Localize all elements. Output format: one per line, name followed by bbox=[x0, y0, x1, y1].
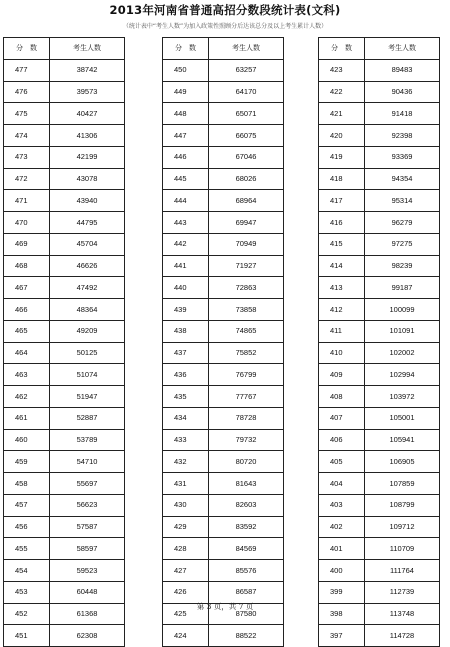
score-cell: 449 bbox=[163, 81, 209, 103]
score-cell: 432 bbox=[163, 451, 209, 473]
table-row bbox=[319, 168, 440, 190]
table-row bbox=[319, 386, 440, 408]
table-row bbox=[319, 212, 440, 234]
count-cell: 57587 bbox=[50, 516, 125, 538]
table-row bbox=[163, 255, 284, 277]
score-cell: 434 bbox=[163, 407, 209, 429]
table-row bbox=[4, 320, 125, 342]
count-cell: 88522 bbox=[209, 625, 284, 647]
table-row bbox=[163, 190, 284, 212]
score-cell: 426 bbox=[163, 581, 209, 603]
score-cell: 451 bbox=[4, 625, 50, 647]
table-row bbox=[4, 560, 125, 582]
score-cell: 429 bbox=[163, 516, 209, 538]
count-cell: 38742 bbox=[50, 59, 125, 81]
count-cell: 93369 bbox=[365, 146, 440, 168]
score-cell: 397 bbox=[319, 625, 365, 647]
table-row bbox=[163, 386, 284, 408]
table-row bbox=[319, 429, 440, 451]
count-cell: 73858 bbox=[209, 299, 284, 321]
score-cell: 462 bbox=[4, 386, 50, 408]
score-cell: 422 bbox=[319, 81, 365, 103]
score-cell: 437 bbox=[163, 342, 209, 364]
count-cell: 82603 bbox=[209, 494, 284, 516]
score-cell: 454 bbox=[4, 560, 50, 582]
table-row bbox=[163, 429, 284, 451]
score-cell: 411 bbox=[319, 320, 365, 342]
score-cell: 470 bbox=[4, 212, 50, 234]
score-cell: 416 bbox=[319, 212, 365, 234]
score-cell: 439 bbox=[163, 299, 209, 321]
count-cell: 79732 bbox=[209, 429, 284, 451]
table-row bbox=[319, 451, 440, 473]
count-cell: 72863 bbox=[209, 277, 284, 299]
score-cell: 435 bbox=[163, 386, 209, 408]
count-cell: 68964 bbox=[209, 190, 284, 212]
count-cell: 102994 bbox=[365, 364, 440, 386]
table-row bbox=[319, 494, 440, 516]
table-row bbox=[4, 473, 125, 495]
table-row bbox=[163, 560, 284, 582]
count-cell: 46626 bbox=[50, 255, 125, 277]
table-row bbox=[163, 407, 284, 429]
score-cell: 406 bbox=[319, 429, 365, 451]
count-cell: 49209 bbox=[50, 320, 125, 342]
score-cell: 420 bbox=[319, 125, 365, 147]
score-cell: 415 bbox=[319, 233, 365, 255]
table-row bbox=[163, 538, 284, 560]
table-row bbox=[319, 103, 440, 125]
score-cell: 410 bbox=[319, 342, 365, 364]
count-cell: 67046 bbox=[209, 146, 284, 168]
table-row bbox=[4, 299, 125, 321]
count-cell: 60448 bbox=[50, 581, 125, 603]
count-cell: 51947 bbox=[50, 386, 125, 408]
score-cell: 407 bbox=[319, 407, 365, 429]
count-cell: 70949 bbox=[209, 233, 284, 255]
count-cell: 42199 bbox=[50, 146, 125, 168]
table-row bbox=[163, 494, 284, 516]
table-row bbox=[319, 342, 440, 364]
count-cell: 71927 bbox=[209, 255, 284, 277]
score-cell: 444 bbox=[163, 190, 209, 212]
score-cell: 430 bbox=[163, 494, 209, 516]
table-row bbox=[163, 320, 284, 342]
count-cell: 105941 bbox=[365, 429, 440, 451]
score-cell: 423 bbox=[319, 59, 365, 81]
score-cell: 402 bbox=[319, 516, 365, 538]
score-table-1 bbox=[3, 37, 125, 647]
table-row bbox=[319, 364, 440, 386]
score-cell: 471 bbox=[4, 190, 50, 212]
table-row bbox=[4, 342, 125, 364]
count-cell: 94354 bbox=[365, 168, 440, 190]
count-cell: 77767 bbox=[209, 386, 284, 408]
score-cell: 436 bbox=[163, 364, 209, 386]
count-cell: 86587 bbox=[209, 581, 284, 603]
score-cell: 463 bbox=[4, 364, 50, 386]
document-subtitle: （统计表中“考生人数”为加入政策性照顾分后达该总分及以上考生累计人数） bbox=[122, 23, 328, 30]
score-cell: 459 bbox=[4, 451, 50, 473]
table-row bbox=[4, 451, 125, 473]
score-cell: 469 bbox=[4, 233, 50, 255]
count-cell: 99187 bbox=[365, 277, 440, 299]
score-cell: 466 bbox=[4, 299, 50, 321]
count-cell: 75852 bbox=[209, 342, 284, 364]
score-cell: 414 bbox=[319, 255, 365, 277]
table-row bbox=[319, 81, 440, 103]
score-cell: 473 bbox=[4, 146, 50, 168]
count-cell: 102002 bbox=[365, 342, 440, 364]
count-cell: 64170 bbox=[209, 81, 284, 103]
table-row bbox=[163, 451, 284, 473]
count-cell: 47492 bbox=[50, 277, 125, 299]
count-cell: 45704 bbox=[50, 233, 125, 255]
count-cell: 52887 bbox=[50, 407, 125, 429]
table-row bbox=[163, 233, 284, 255]
score-column-header: 分 数 bbox=[163, 38, 209, 60]
score-cell: 398 bbox=[319, 603, 365, 625]
score-cell: 408 bbox=[319, 386, 365, 408]
score-cell: 445 bbox=[163, 168, 209, 190]
table-row bbox=[319, 560, 440, 582]
table-row bbox=[163, 364, 284, 386]
table-row bbox=[4, 277, 125, 299]
count-cell: 51074 bbox=[50, 364, 125, 386]
score-cell: 458 bbox=[4, 473, 50, 495]
score-cell: 453 bbox=[4, 581, 50, 603]
table-row bbox=[4, 212, 125, 234]
count-cell: 63257 bbox=[209, 59, 284, 81]
table-row bbox=[163, 625, 284, 647]
score-cell: 419 bbox=[319, 146, 365, 168]
table-row bbox=[319, 320, 440, 342]
count-column-header: 考生人数 bbox=[365, 38, 440, 60]
table-row bbox=[4, 364, 125, 386]
count-cell: 103972 bbox=[365, 386, 440, 408]
score-column-header: 分 数 bbox=[319, 38, 365, 60]
score-cell: 409 bbox=[319, 364, 365, 386]
count-cell: 44795 bbox=[50, 212, 125, 234]
score-cell: 413 bbox=[319, 277, 365, 299]
count-cell: 59523 bbox=[50, 560, 125, 582]
document-title: 2013年河南省普通高招分数段统计表(文科) bbox=[109, 3, 341, 17]
count-cell: 54710 bbox=[50, 451, 125, 473]
score-cell: 427 bbox=[163, 560, 209, 582]
score-cell: 450 bbox=[163, 59, 209, 81]
count-cell: 78728 bbox=[209, 407, 284, 429]
count-cell: 55697 bbox=[50, 473, 125, 495]
score-cell: 404 bbox=[319, 473, 365, 495]
count-cell: 107859 bbox=[365, 473, 440, 495]
score-cell: 448 bbox=[163, 103, 209, 125]
count-column-header: 考生人数 bbox=[209, 38, 284, 60]
count-cell: 97275 bbox=[365, 233, 440, 255]
count-cell: 83592 bbox=[209, 516, 284, 538]
table-row bbox=[4, 538, 125, 560]
count-cell: 66075 bbox=[209, 125, 284, 147]
score-cell: 455 bbox=[4, 538, 50, 560]
count-cell: 58597 bbox=[50, 538, 125, 560]
count-cell: 109712 bbox=[365, 516, 440, 538]
count-cell: 85576 bbox=[209, 560, 284, 582]
score-cell: 474 bbox=[4, 125, 50, 147]
table-row bbox=[4, 386, 125, 408]
score-cell: 465 bbox=[4, 320, 50, 342]
score-cell: 399 bbox=[319, 581, 365, 603]
score-cell: 468 bbox=[4, 255, 50, 277]
table-row bbox=[319, 625, 440, 647]
count-cell: 112739 bbox=[365, 581, 440, 603]
count-cell: 90436 bbox=[365, 81, 440, 103]
score-cell: 421 bbox=[319, 103, 365, 125]
table-row bbox=[319, 146, 440, 168]
score-cell: 476 bbox=[4, 81, 50, 103]
count-cell: 89483 bbox=[365, 59, 440, 81]
count-cell: 111764 bbox=[365, 560, 440, 582]
table-row bbox=[163, 581, 284, 603]
score-cell: 440 bbox=[163, 277, 209, 299]
count-cell: 53789 bbox=[50, 429, 125, 451]
count-cell: 91418 bbox=[365, 103, 440, 125]
score-table-2 bbox=[162, 37, 284, 647]
count-cell: 92398 bbox=[365, 125, 440, 147]
table-row bbox=[319, 190, 440, 212]
count-cell: 84569 bbox=[209, 538, 284, 560]
table-row bbox=[319, 473, 440, 495]
table-row bbox=[319, 255, 440, 277]
count-cell: 95314 bbox=[365, 190, 440, 212]
score-cell: 447 bbox=[163, 125, 209, 147]
score-cell: 438 bbox=[163, 320, 209, 342]
score-cell: 403 bbox=[319, 494, 365, 516]
table-row bbox=[163, 473, 284, 495]
score-cell: 443 bbox=[163, 212, 209, 234]
count-cell: 48364 bbox=[50, 299, 125, 321]
count-cell: 106905 bbox=[365, 451, 440, 473]
score-cell: 418 bbox=[319, 168, 365, 190]
table-row bbox=[4, 255, 125, 277]
count-cell: 62308 bbox=[50, 625, 125, 647]
table-row bbox=[4, 146, 125, 168]
score-cell: 401 bbox=[319, 538, 365, 560]
table-row bbox=[319, 581, 440, 603]
score-cell: 461 bbox=[4, 407, 50, 429]
count-column-header: 考生人数 bbox=[50, 38, 125, 60]
count-cell: 40427 bbox=[50, 103, 125, 125]
count-cell: 43078 bbox=[50, 168, 125, 190]
score-cell: 464 bbox=[4, 342, 50, 364]
score-cell: 424 bbox=[163, 625, 209, 647]
score-cell: 442 bbox=[163, 233, 209, 255]
table-row bbox=[319, 125, 440, 147]
table-row bbox=[4, 494, 125, 516]
score-cell: 472 bbox=[4, 168, 50, 190]
table-row bbox=[319, 233, 440, 255]
page-footer: 第 3 页，共 7 页 bbox=[196, 602, 254, 611]
count-cell: 43940 bbox=[50, 190, 125, 212]
score-cell: 433 bbox=[163, 429, 209, 451]
score-table-3 bbox=[318, 37, 440, 647]
table-row bbox=[4, 103, 125, 125]
table-row bbox=[319, 538, 440, 560]
count-cell: 101091 bbox=[365, 320, 440, 342]
score-cell: 446 bbox=[163, 146, 209, 168]
table-row bbox=[4, 81, 125, 103]
table-row bbox=[319, 59, 440, 81]
score-cell: 405 bbox=[319, 451, 365, 473]
table-row bbox=[163, 146, 284, 168]
table-row bbox=[163, 342, 284, 364]
table-row bbox=[4, 168, 125, 190]
score-cell: 417 bbox=[319, 190, 365, 212]
count-cell: 69947 bbox=[209, 212, 284, 234]
count-cell: 80720 bbox=[209, 451, 284, 473]
table-row bbox=[163, 125, 284, 147]
table-row bbox=[319, 299, 440, 321]
table-row bbox=[163, 299, 284, 321]
score-cell: 428 bbox=[163, 538, 209, 560]
table-row bbox=[163, 59, 284, 81]
count-cell: 87580 bbox=[209, 603, 284, 625]
table-row bbox=[319, 516, 440, 538]
count-cell: 81643 bbox=[209, 473, 284, 495]
table-row bbox=[4, 625, 125, 647]
count-cell: 56623 bbox=[50, 494, 125, 516]
count-cell: 68026 bbox=[209, 168, 284, 190]
table-row bbox=[163, 103, 284, 125]
table-row bbox=[319, 407, 440, 429]
score-cell: 456 bbox=[4, 516, 50, 538]
table-row bbox=[163, 277, 284, 299]
table-row bbox=[4, 125, 125, 147]
score-cell: 475 bbox=[4, 103, 50, 125]
count-cell: 65071 bbox=[209, 103, 284, 125]
count-cell: 98239 bbox=[365, 255, 440, 277]
count-cell: 108799 bbox=[365, 494, 440, 516]
count-cell: 39573 bbox=[50, 81, 125, 103]
score-cell: 467 bbox=[4, 277, 50, 299]
count-cell: 110709 bbox=[365, 538, 440, 560]
count-cell: 105001 bbox=[365, 407, 440, 429]
table-row bbox=[4, 407, 125, 429]
table-row bbox=[4, 190, 125, 212]
count-cell: 113748 bbox=[365, 603, 440, 625]
table-row bbox=[163, 168, 284, 190]
score-cell: 477 bbox=[4, 59, 50, 81]
score-cell: 425 bbox=[163, 603, 209, 625]
table-row bbox=[4, 516, 125, 538]
table-row bbox=[4, 59, 125, 81]
count-cell: 76799 bbox=[209, 364, 284, 386]
count-cell: 41306 bbox=[50, 125, 125, 147]
table-row bbox=[4, 233, 125, 255]
count-cell: 114728 bbox=[365, 625, 440, 647]
count-cell: 50125 bbox=[50, 342, 125, 364]
table-row bbox=[163, 516, 284, 538]
table-row bbox=[319, 277, 440, 299]
score-cell: 441 bbox=[163, 255, 209, 277]
table-row bbox=[163, 81, 284, 103]
count-cell: 61368 bbox=[50, 603, 125, 625]
score-cell: 460 bbox=[4, 429, 50, 451]
count-cell: 100099 bbox=[365, 299, 440, 321]
count-cell: 96279 bbox=[365, 212, 440, 234]
count-cell: 74865 bbox=[209, 320, 284, 342]
score-cell: 431 bbox=[163, 473, 209, 495]
score-cell: 412 bbox=[319, 299, 365, 321]
table-row bbox=[163, 212, 284, 234]
score-cell: 400 bbox=[319, 560, 365, 582]
table-row bbox=[4, 581, 125, 603]
score-cell: 452 bbox=[4, 603, 50, 625]
score-column-header: 分 数 bbox=[4, 38, 50, 60]
table-row bbox=[4, 429, 125, 451]
score-cell: 457 bbox=[4, 494, 50, 516]
